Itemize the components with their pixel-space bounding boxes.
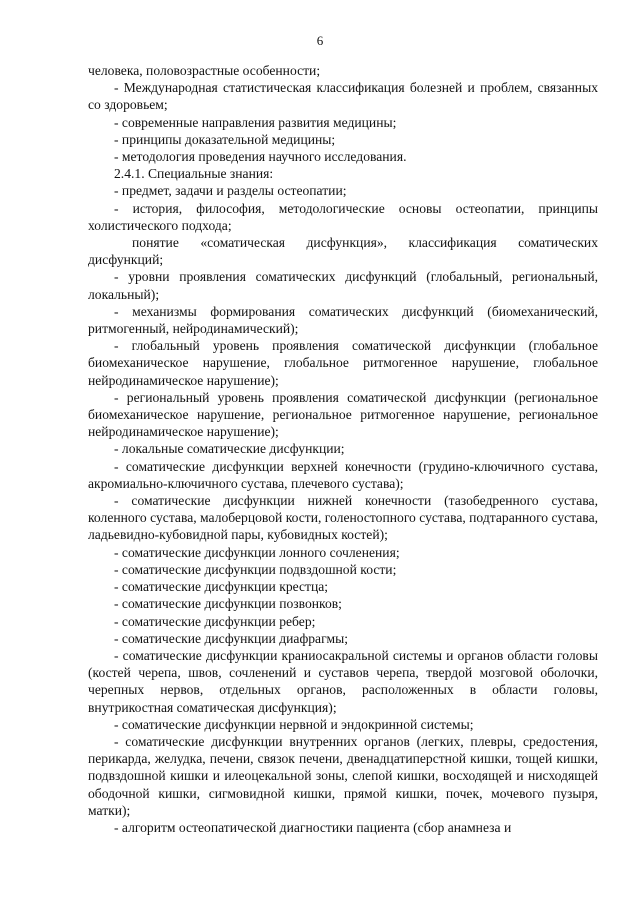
section-heading: 2.4.1. Специальные знания:: [114, 166, 274, 182]
paragraph: - глобальный уровень проявления соматической дисфункции (глобальное биомеханическое нарушение, глобальное ритмогенное нарушение, глобальное нейродинамическое нарушение);: [88, 338, 598, 388]
paragraph: - принципы доказательной медицины;: [114, 131, 336, 147]
paragraph: - Международная статистическая классификация болезней и проблем, связанных со здоровьем;: [88, 80, 598, 113]
paragraph: - региональный уровень проявления соматической дисфункции (региональное биомеханическое нарушение, региональное ритмогенное нарушение, региональное нейродинамическое нарушение);: [88, 389, 598, 440]
paragraph: - соматические дисфункции позвонков;: [114, 596, 342, 612]
paragraph: - история, философия, методологические основы остеопатии, принципы холистического подхода;: [88, 200, 598, 233]
page-number: 6: [316, 33, 324, 48]
paragraph: - соматические дисфункции лонного сочленения;: [114, 544, 400, 560]
paragraph: - уровни проявления соматических дисфункций (глобальный, региональный, локальный);: [88, 269, 598, 302]
paragraph: человека, половозрастные особенности;: [88, 63, 321, 78]
paragraph: - соматические дисфункции верхней конечности (грудино-ключичного сустава, акромиально-ключичного сустава, плечевого сустава);: [88, 458, 598, 491]
paragraph: - соматические дисфункции диафрагмы;: [114, 630, 348, 646]
paragraph: - алгоритм остеопатической диагностики пациента (сбор анамнеза и: [114, 819, 512, 835]
paragraph: - соматические дисфункции краниосакральной системы и органов области головы (костей черепа, швов, сочленений и суставов черепа, твердой мозговой оболочки, черепных нервов, отдельных органов, расположенных в области головы, внутрикостная соматическая дисфункция);: [88, 647, 598, 715]
paragraph: - соматические дисфункции нервной и эндокринной системы;: [114, 716, 474, 732]
paragraph: - соматические дисфункции внутренних органов (легких, плевры, средостения, перикарда, желудка, печени, связок печени, двенадцатиперстной кишки, тощей кишки, подвздошной кишки и илеоцекальной зоны, слепой кишки, восходящей и нисходящей ободочной кишки, сигмовидной кишки, прямой кишки, почек, мочевого пузыря, матки);: [88, 733, 598, 818]
paragraph: - соматические дисфункции нижней конечности (тазобедренного сустава, коленного сустава, малоберцовой кости, голеностопного сустава, подтаранного сустава, ладьевидно-кубовидной пары, кубовидных костей);: [88, 493, 598, 543]
paragraph: - соматические дисфункции ребер;: [114, 613, 316, 629]
paragraph: - предмет, задачи и разделы остеопатии;: [114, 183, 347, 199]
paragraph: - современные направления развития медицины;: [114, 114, 397, 130]
paragraph: - механизмы формирования соматических дисфункций (биомеханический, ритмогенный, нейродинамический);: [88, 303, 598, 337]
document-body: [88, 62, 598, 836]
paragraph: понятие «соматическая дисфункция», классификация соматических дисфункций;: [88, 235, 598, 268]
paragraph: - соматические дисфункции крестца;: [114, 579, 329, 595]
paragraph: - методология проведения научного исследования.: [114, 149, 407, 165]
paragraph: - локальные соматические дисфункции;: [114, 441, 345, 457]
paragraph: - соматические дисфункции подвздошной кости;: [114, 561, 397, 577]
